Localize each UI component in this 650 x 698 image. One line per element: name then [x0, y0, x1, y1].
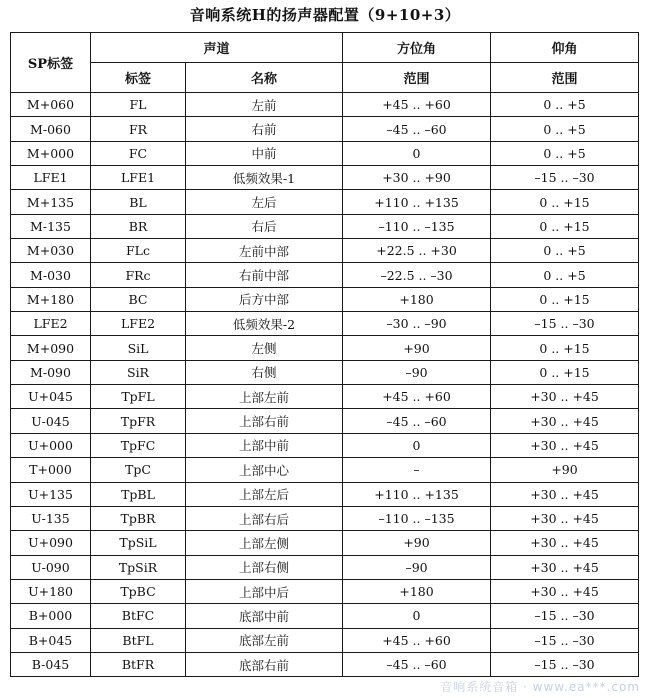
cell-azimuth-range: +110 .. +135	[343, 482, 491, 506]
cell-sp-label: T+000	[11, 458, 91, 482]
table-row	[11, 117, 639, 141]
speaker-config-table	[10, 32, 639, 677]
table-row	[11, 263, 639, 287]
cell-channel-label: TpFC	[91, 433, 186, 457]
cell-elevation-range: 0 .. +15	[491, 360, 639, 384]
cell-azimuth-range: +110 .. +135	[343, 190, 491, 214]
cell-channel-label: FRc	[91, 263, 186, 287]
cell-channel-label: TpFL	[91, 385, 186, 409]
cell-azimuth-range: –110 .. –135	[343, 506, 491, 530]
table-row	[11, 312, 639, 336]
cell-channel-name: 上部中后	[186, 579, 343, 603]
table-row	[11, 287, 639, 311]
cell-channel-label: TpBC	[91, 579, 186, 603]
header-row-sub	[11, 63, 639, 93]
table-row	[11, 336, 639, 360]
cell-sp-label: M-090	[11, 360, 91, 384]
table-row	[11, 458, 639, 482]
header-azimuth-range: 范围	[343, 63, 491, 93]
header-channel: 声道	[91, 33, 343, 63]
table-row	[11, 360, 639, 384]
cell-azimuth-range: –	[343, 458, 491, 482]
cell-azimuth-range: 0	[343, 141, 491, 165]
table-row	[11, 93, 639, 117]
cell-channel-name: 上部中心	[186, 458, 343, 482]
cell-elevation-range: –15 .. –30	[491, 604, 639, 628]
cell-channel-name: 左前中部	[186, 239, 343, 263]
cell-elevation-range: 0 .. +15	[491, 336, 639, 360]
table-row	[11, 239, 639, 263]
header-name: 名称	[186, 63, 343, 93]
cell-azimuth-range: +90	[343, 531, 491, 555]
cell-channel-label: BR	[91, 214, 186, 238]
cell-channel-label: BC	[91, 287, 186, 311]
cell-channel-label: LFE1	[91, 166, 186, 190]
table-row	[11, 385, 639, 409]
cell-elevation-range: +30 .. +45	[491, 555, 639, 579]
cell-sp-label: U+000	[11, 433, 91, 457]
cell-azimuth-range: 0	[343, 433, 491, 457]
cell-azimuth-range: –22.5 .. –30	[343, 263, 491, 287]
cell-azimuth-range: –90	[343, 360, 491, 384]
cell-azimuth-range: –45 .. –60	[343, 652, 491, 676]
cell-elevation-range: 0 .. +15	[491, 287, 639, 311]
cell-channel-name: 低频效果-1	[186, 166, 343, 190]
header-label: 标签	[91, 63, 186, 93]
header-elevation: 仰角	[491, 33, 639, 63]
cell-channel-label: SiR	[91, 360, 186, 384]
cell-azimuth-range: +45 .. +60	[343, 385, 491, 409]
table-row	[11, 506, 639, 530]
cell-sp-label: U+045	[11, 385, 91, 409]
cell-elevation-range: –15 .. –30	[491, 652, 639, 676]
cell-azimuth-range: +22.5 .. +30	[343, 239, 491, 263]
cell-channel-name: 右侧	[186, 360, 343, 384]
cell-elevation-range: 0 .. +15	[491, 190, 639, 214]
table-row	[11, 482, 639, 506]
cell-sp-label: M-030	[11, 263, 91, 287]
cell-azimuth-range: –30 .. –90	[343, 312, 491, 336]
table-body	[11, 93, 639, 677]
cell-channel-label: BL	[91, 190, 186, 214]
table-row	[11, 190, 639, 214]
cell-elevation-range: +30 .. +45	[491, 531, 639, 555]
cell-elevation-range: 0 .. +5	[491, 117, 639, 141]
header-sp-label: SP标签	[11, 33, 91, 93]
cell-sp-label: M+030	[11, 239, 91, 263]
table-row	[11, 166, 639, 190]
cell-sp-label: B+000	[11, 604, 91, 628]
cell-azimuth-range: –90	[343, 555, 491, 579]
cell-channel-name: 后方中部	[186, 287, 343, 311]
cell-channel-name: 左前	[186, 93, 343, 117]
cell-channel-name: 右前中部	[186, 263, 343, 287]
cell-channel-name: 上部左前	[186, 385, 343, 409]
cell-channel-name: 上部左后	[186, 482, 343, 506]
cell-sp-label: U+090	[11, 531, 91, 555]
cell-channel-name: 右前	[186, 117, 343, 141]
cell-sp-label: M-135	[11, 214, 91, 238]
cell-channel-name: 上部右侧	[186, 555, 343, 579]
cell-sp-label: U+135	[11, 482, 91, 506]
cell-channel-label: TpBR	[91, 506, 186, 530]
cell-channel-label: FL	[91, 93, 186, 117]
table-row	[11, 214, 639, 238]
cell-sp-label: U-045	[11, 409, 91, 433]
cell-elevation-range: +30 .. +45	[491, 482, 639, 506]
cell-sp-label: M+135	[11, 190, 91, 214]
cell-elevation-range: +30 .. +45	[491, 409, 639, 433]
cell-channel-label: BtFR	[91, 652, 186, 676]
cell-channel-name: 底部右前	[186, 652, 343, 676]
cell-sp-label: B-045	[11, 652, 91, 676]
cell-sp-label: LFE2	[11, 312, 91, 336]
cell-sp-label: LFE1	[11, 166, 91, 190]
cell-channel-label: LFE2	[91, 312, 186, 336]
table-row	[11, 409, 639, 433]
cell-channel-label: TpSiL	[91, 531, 186, 555]
cell-channel-label: FLc	[91, 239, 186, 263]
cell-elevation-range: 0 .. +15	[491, 214, 639, 238]
cell-azimuth-range: –45 .. –60	[343, 117, 491, 141]
cell-elevation-range: –15 .. –30	[491, 312, 639, 336]
cell-azimuth-range: –45 .. –60	[343, 409, 491, 433]
cell-sp-label: M+180	[11, 287, 91, 311]
cell-elevation-range: +30 .. +45	[491, 579, 639, 603]
header-elevation-range: 范围	[491, 63, 639, 93]
cell-channel-label: BtFC	[91, 604, 186, 628]
cell-channel-name: 右后	[186, 214, 343, 238]
cell-channel-name: 上部右前	[186, 409, 343, 433]
table-header	[11, 33, 639, 93]
cell-sp-label: M+000	[11, 141, 91, 165]
table-row	[11, 531, 639, 555]
cell-channel-name: 左后	[186, 190, 343, 214]
cell-channel-name: 上部右后	[186, 506, 343, 530]
watermark-logo: 音响系统音箱 · www.ea***.com	[440, 680, 640, 694]
table-title: 音响系统H的扬声器配置（9+10+3）	[189, 6, 461, 24]
cell-sp-label: U-090	[11, 555, 91, 579]
table-row	[11, 555, 639, 579]
cell-sp-label: M-060	[11, 117, 91, 141]
table-row	[11, 628, 639, 652]
cell-elevation-range: –15 .. –30	[491, 166, 639, 190]
cell-channel-name: 底部中前	[186, 604, 343, 628]
cell-azimuth-range: –110 .. –135	[343, 214, 491, 238]
cell-channel-label: SiL	[91, 336, 186, 360]
cell-elevation-range: +30 .. +45	[491, 433, 639, 457]
cell-elevation-range: +30 .. +45	[491, 385, 639, 409]
cell-azimuth-range: +180	[343, 579, 491, 603]
cell-azimuth-range: +45 .. +60	[343, 93, 491, 117]
header-row-top	[11, 33, 639, 63]
cell-elevation-range: 0 .. +5	[491, 239, 639, 263]
cell-elevation-range: 0 .. +5	[491, 263, 639, 287]
cell-channel-name: 左侧	[186, 336, 343, 360]
cell-azimuth-range: 0	[343, 604, 491, 628]
cell-channel-label: TpC	[91, 458, 186, 482]
cell-channel-name: 中前	[186, 141, 343, 165]
cell-elevation-range: 0 .. +5	[491, 141, 639, 165]
cell-channel-label: TpSiR	[91, 555, 186, 579]
cell-sp-label: M+060	[11, 93, 91, 117]
cell-channel-label: FR	[91, 117, 186, 141]
cell-channel-name: 底部左前	[186, 628, 343, 652]
cell-azimuth-range: +180	[343, 287, 491, 311]
cell-sp-label: U-135	[11, 506, 91, 530]
cell-elevation-range: 0 .. +5	[491, 93, 639, 117]
cell-sp-label: M+090	[11, 336, 91, 360]
cell-azimuth-range: +45 .. +60	[343, 628, 491, 652]
cell-sp-label: U+180	[11, 579, 91, 603]
cell-azimuth-range: +90	[343, 336, 491, 360]
cell-channel-label: TpFR	[91, 409, 186, 433]
cell-elevation-range: +90	[491, 458, 639, 482]
table-row	[11, 604, 639, 628]
cell-channel-name: 上部左侧	[186, 531, 343, 555]
cell-sp-label: B+045	[11, 628, 91, 652]
cell-channel-name: 上部中前	[186, 433, 343, 457]
cell-channel-label: BtFL	[91, 628, 186, 652]
cell-channel-name: 低频效果-2	[186, 312, 343, 336]
table-row	[11, 579, 639, 603]
cell-elevation-range: +30 .. +45	[491, 506, 639, 530]
cell-azimuth-range: +30 .. +90	[343, 166, 491, 190]
cell-channel-label: TpBL	[91, 482, 186, 506]
table-row	[11, 652, 639, 676]
table-row	[11, 141, 639, 165]
table-row	[11, 433, 639, 457]
cell-channel-label: FC	[91, 141, 186, 165]
header-azimuth: 方位角	[343, 33, 491, 63]
cell-elevation-range: –15 .. –30	[491, 628, 639, 652]
